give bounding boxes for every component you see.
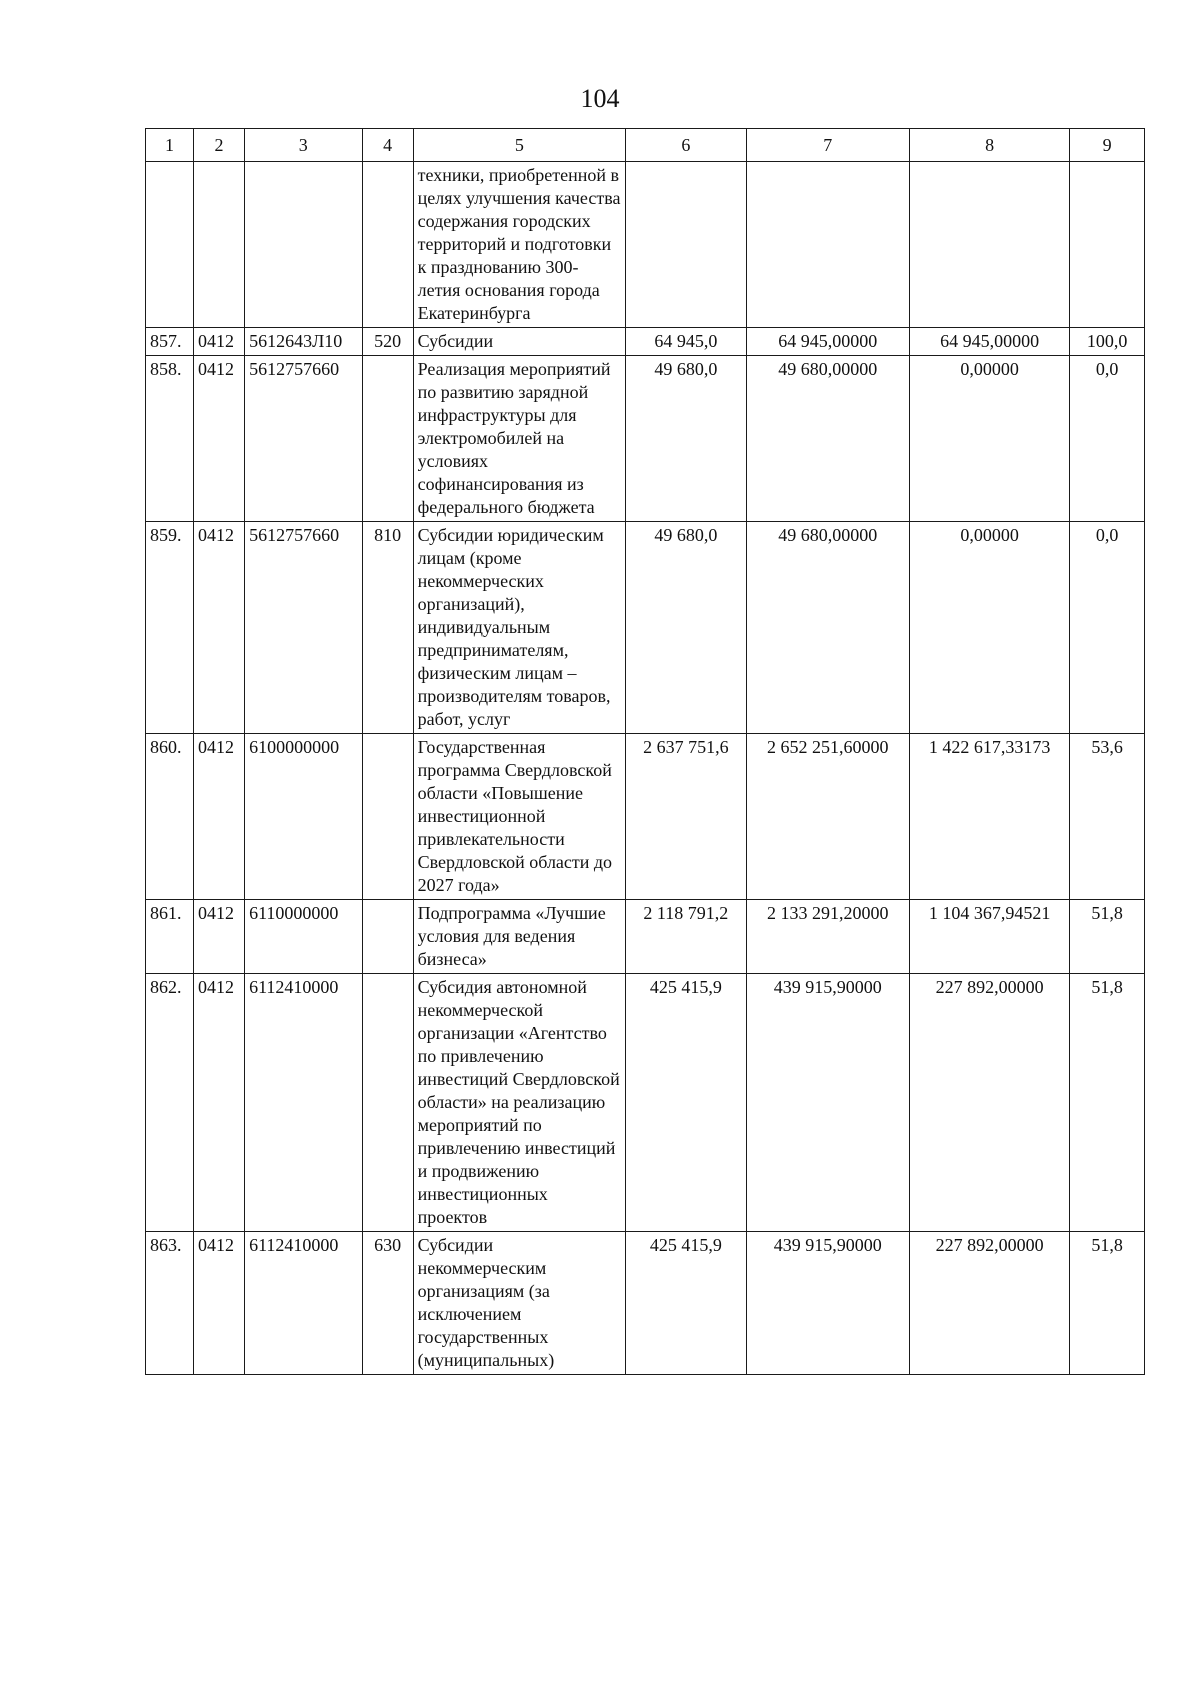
plan-amount: 425 415,9 xyxy=(626,974,747,1232)
header-col-2: 2 xyxy=(194,129,245,162)
section-code: 0412 xyxy=(194,356,245,522)
table-row xyxy=(146,162,1145,328)
item-name: Подпрограмма «Лучшие условия для ведения бизнеса» xyxy=(413,900,625,974)
executed-amount xyxy=(910,162,1070,328)
target-article-code xyxy=(245,162,362,328)
item-name: Субсидия автономной некоммерческой организации «Агентство по привлечению инвестиций Свердловской области» на реализацию мероприятий по привлечению инвестиций и продвижению инвестиционных проектов xyxy=(413,974,625,1232)
execution-percent xyxy=(1070,162,1145,328)
plan-amount: 425 415,9 xyxy=(626,1232,747,1375)
table-row xyxy=(146,328,1145,356)
revised-amount: 64 945,00000 xyxy=(746,328,909,356)
execution-percent: 0,0 xyxy=(1070,356,1145,522)
row-number: 858. xyxy=(146,356,194,522)
execution-percent: 100,0 xyxy=(1070,328,1145,356)
header-col-7: 7 xyxy=(746,129,909,162)
plan-amount xyxy=(626,162,747,328)
revised-amount xyxy=(746,162,909,328)
section-code: 0412 xyxy=(194,900,245,974)
header-col-9: 9 xyxy=(1070,129,1145,162)
row-number: 862. xyxy=(146,974,194,1232)
plan-amount: 64 945,0 xyxy=(626,328,747,356)
section-code: 0412 xyxy=(194,734,245,900)
execution-percent: 53,6 xyxy=(1070,734,1145,900)
header-col-8: 8 xyxy=(910,129,1070,162)
revised-amount: 49 680,00000 xyxy=(746,522,909,734)
header-col-5: 5 xyxy=(413,129,625,162)
executed-amount: 1 104 367,94521 xyxy=(910,900,1070,974)
table-row xyxy=(146,1232,1145,1375)
item-name: Субсидии xyxy=(413,328,625,356)
executed-amount: 64 945,00000 xyxy=(910,328,1070,356)
target-article-code: 5612643Л10 xyxy=(245,328,362,356)
revised-amount: 49 680,00000 xyxy=(746,356,909,522)
row-number: 863. xyxy=(146,1232,194,1375)
target-article-code: 6112410000 xyxy=(245,1232,362,1375)
table-row xyxy=(146,900,1145,974)
section-code: 0412 xyxy=(194,328,245,356)
item-name: Реализация мероприятий по развитию зарядной инфраструктуры для электромобилей на условиях софинансирования из федерального бюджета xyxy=(413,356,625,522)
row-number: 857. xyxy=(146,328,194,356)
executed-amount: 1 422 617,33173 xyxy=(910,734,1070,900)
execution-percent: 0,0 xyxy=(1070,522,1145,734)
table-row xyxy=(146,356,1145,522)
execution-percent: 51,8 xyxy=(1070,1232,1145,1375)
section-code: 0412 xyxy=(194,1232,245,1375)
header-col-6: 6 xyxy=(626,129,747,162)
table-row xyxy=(146,734,1145,900)
item-name: Субсидии некоммерческим организациям (за исключением государственных (муниципальных) xyxy=(413,1232,625,1375)
row-number: 859. xyxy=(146,522,194,734)
expense-type-code xyxy=(362,356,413,522)
target-article-code: 6100000000 xyxy=(245,734,362,900)
executed-amount: 227 892,00000 xyxy=(910,974,1070,1232)
table-row xyxy=(146,522,1145,734)
expense-type-code xyxy=(362,734,413,900)
executed-amount: 0,00000 xyxy=(910,522,1070,734)
header-col-1: 1 xyxy=(146,129,194,162)
target-article-code: 5612757660 xyxy=(245,522,362,734)
plan-amount: 2 118 791,2 xyxy=(626,900,747,974)
section-code: 0412 xyxy=(194,974,245,1232)
plan-amount: 49 680,0 xyxy=(626,356,747,522)
revised-amount: 439 915,90000 xyxy=(746,974,909,1232)
row-number: 860. xyxy=(146,734,194,900)
expense-type-code xyxy=(362,974,413,1232)
revised-amount: 2 133 291,20000 xyxy=(746,900,909,974)
item-name: Государственная программа Свердловской области «Повышение инвестиционной привлекательности Свердловской области до 2027 года» xyxy=(413,734,625,900)
execution-percent: 51,8 xyxy=(1070,900,1145,974)
execution-percent: 51,8 xyxy=(1070,974,1145,1232)
executed-amount: 0,00000 xyxy=(910,356,1070,522)
expense-type-code: 520 xyxy=(362,328,413,356)
section-code xyxy=(194,162,245,328)
executed-amount: 227 892,00000 xyxy=(910,1232,1070,1375)
section-code: 0412 xyxy=(194,522,245,734)
target-article-code: 6110000000 xyxy=(245,900,362,974)
item-name: Субсидии юридическим лицам (кроме некоммерческих организаций), индивидуальным предпринимателям, физическим лицам – производителям товаров, работ, услуг xyxy=(413,522,625,734)
header-col-3: 3 xyxy=(245,129,362,162)
header-col-4: 4 xyxy=(362,129,413,162)
expense-type-code: 630 xyxy=(362,1232,413,1375)
expense-type-code xyxy=(362,900,413,974)
item-name: техники, приобретенной в целях улучшения качества содержания городских территорий и подготовки к празднованию 300-летия основания города Екатеринбурга xyxy=(413,162,625,328)
page-number: 104 xyxy=(580,84,620,113)
expense-type-code: 810 xyxy=(362,522,413,734)
target-article-code: 6112410000 xyxy=(245,974,362,1232)
revised-amount: 2 652 251,60000 xyxy=(746,734,909,900)
target-article-code: 5612757660 xyxy=(245,356,362,522)
budget-table xyxy=(145,128,1145,1375)
plan-amount: 2 637 751,6 xyxy=(626,734,747,900)
row-number: 861. xyxy=(146,900,194,974)
table-row xyxy=(146,974,1145,1232)
plan-amount: 49 680,0 xyxy=(626,522,747,734)
expense-type-code xyxy=(362,162,413,328)
revised-amount: 439 915,90000 xyxy=(746,1232,909,1375)
row-number xyxy=(146,162,194,328)
header-row xyxy=(146,129,1145,162)
